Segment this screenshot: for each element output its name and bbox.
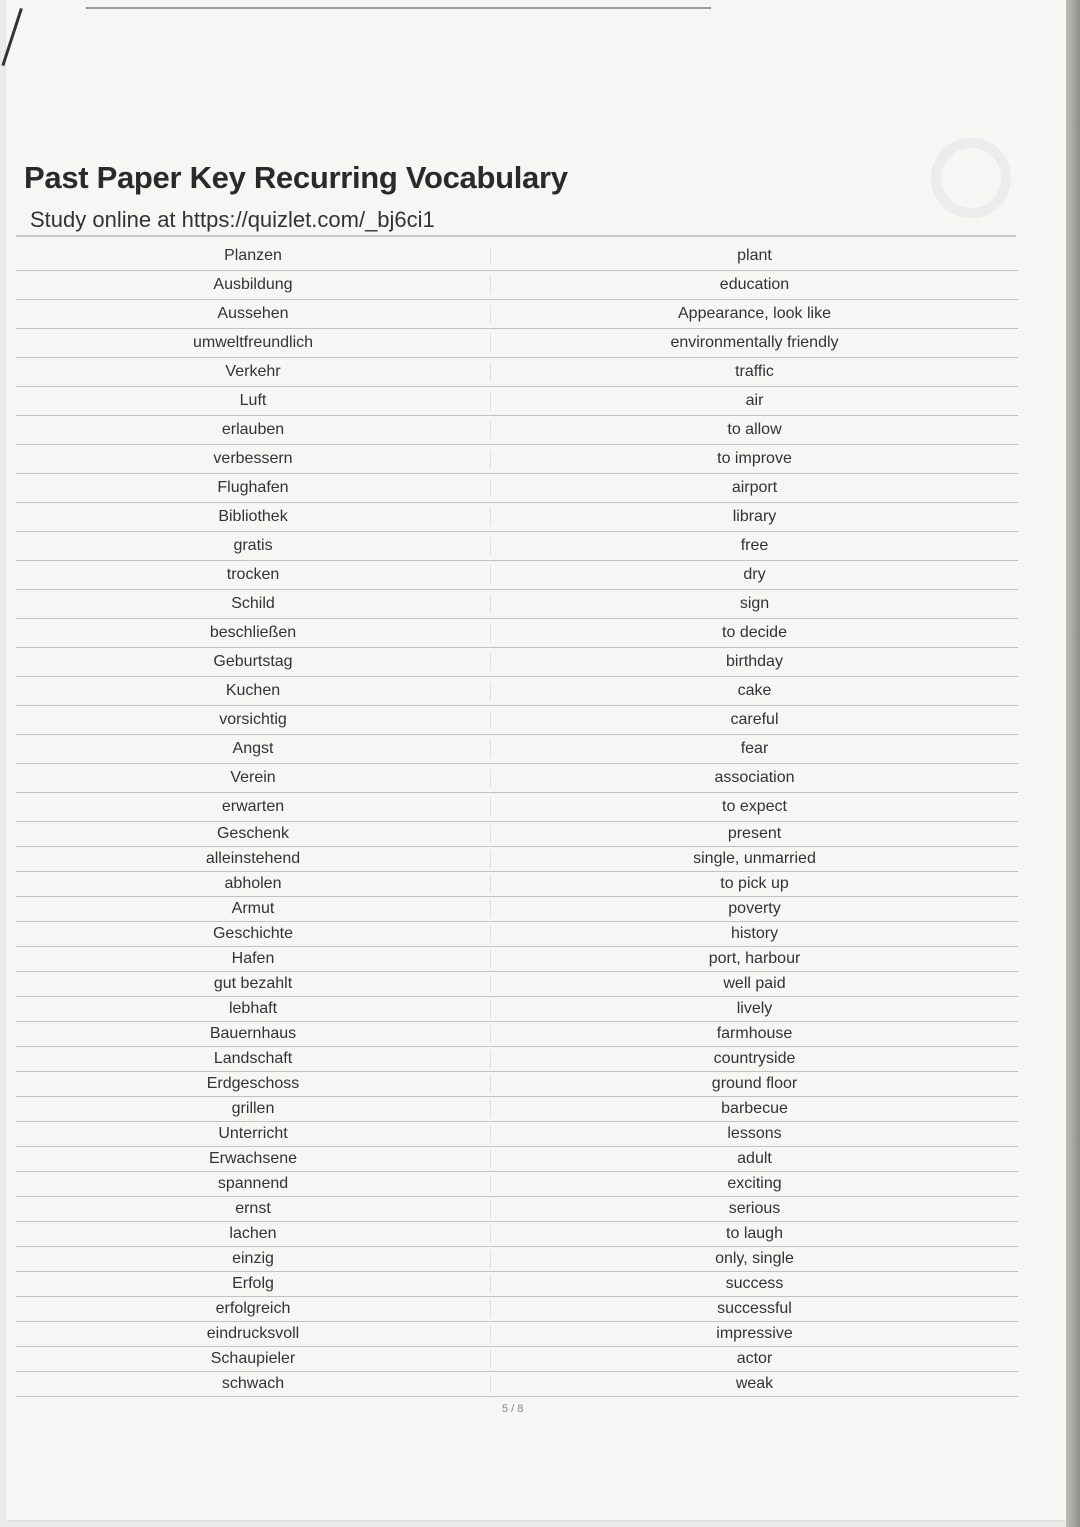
top-rule: [86, 7, 711, 9]
german-term: beschließen: [16, 624, 491, 642]
table-row: [16, 1247, 1018, 1272]
english-translation: fear: [740, 740, 769, 757]
english-translation: to decide: [722, 624, 787, 641]
german-term: Angst: [16, 740, 491, 758]
table-row: [16, 1147, 1018, 1172]
table-row: [16, 1122, 1018, 1147]
table-row: [16, 358, 1018, 387]
german-term: Geschenk: [16, 825, 491, 843]
english-translation: actor: [736, 1350, 773, 1367]
table-row: [16, 1197, 1018, 1222]
english-translation: to pick up: [720, 875, 789, 892]
english-translation: Appearance, look like: [678, 305, 831, 322]
english-translation: lessons: [727, 1125, 782, 1142]
table-row: [16, 847, 1018, 872]
german-term: schwach: [16, 1375, 491, 1393]
english-translation: impressive: [716, 1325, 793, 1342]
english-translation: history: [730, 925, 779, 942]
german-term: umweltfreundlich: [16, 334, 491, 352]
table-row: [16, 300, 1018, 329]
table-row: [16, 590, 1018, 619]
table-row: [16, 677, 1018, 706]
german-term: eindrucksvoll: [16, 1325, 491, 1343]
english-translation: ground floor: [711, 1075, 798, 1092]
german-term: Geschichte: [16, 925, 491, 943]
german-term: Verkehr: [16, 363, 491, 381]
table-row: [16, 1172, 1018, 1197]
german-term: Geburtstag: [16, 653, 491, 671]
table-row: [16, 706, 1018, 735]
table-row: [16, 897, 1018, 922]
german-term: Erdgeschoss: [16, 1075, 491, 1093]
english-translation: library: [732, 508, 777, 525]
english-translation: education: [719, 276, 790, 293]
german-term: Ausbildung: [16, 276, 491, 294]
german-term: Unterricht: [16, 1125, 491, 1143]
table-row: [16, 1372, 1018, 1397]
german-term: lachen: [16, 1225, 491, 1243]
vocabulary-table: [16, 242, 1018, 1397]
english-translation: success: [725, 1275, 784, 1292]
german-term: spannend: [16, 1175, 491, 1193]
table-row: [16, 997, 1018, 1022]
table-row: [16, 271, 1018, 300]
table-row: [16, 1272, 1018, 1297]
table-row: [16, 445, 1018, 474]
english-translation: to laugh: [726, 1225, 783, 1242]
table-row: [16, 619, 1018, 648]
german-term: Bibliothek: [16, 508, 491, 526]
english-translation: traffic: [735, 363, 774, 380]
german-term: Erwachsene: [16, 1150, 491, 1168]
english-translation: lively: [736, 1000, 773, 1017]
german-term: Hafen: [16, 950, 491, 968]
table-row: [16, 561, 1018, 590]
english-translation: farmhouse: [716, 1025, 793, 1042]
table-row: [16, 1222, 1018, 1247]
german-term: erfolgreich: [16, 1300, 491, 1318]
table-row: [16, 242, 1018, 271]
table-row: [16, 764, 1018, 793]
german-term: Flughafen: [16, 479, 491, 497]
english-translation: weak: [735, 1375, 774, 1392]
english-translation: to improve: [717, 450, 792, 467]
german-term: trocken: [16, 566, 491, 584]
german-term: Planzen: [16, 247, 491, 265]
table-row: [16, 1322, 1018, 1347]
table-row: [16, 735, 1018, 764]
english-translation: plant: [737, 247, 772, 264]
table-row: [16, 648, 1018, 677]
table-row: [16, 972, 1018, 997]
english-translation: to allow: [727, 421, 782, 438]
table-row: [16, 532, 1018, 561]
german-term: alleinstehend: [16, 850, 491, 868]
english-translation: successful: [717, 1300, 792, 1317]
english-translation: exciting: [727, 1175, 782, 1192]
page-edge: [1066, 0, 1080, 1527]
german-term: erwarten: [16, 798, 491, 816]
english-translation: countryside: [713, 1050, 796, 1067]
german-term: erlauben: [16, 421, 491, 439]
header-divider: [16, 235, 1016, 237]
english-translation: only, single: [715, 1250, 794, 1267]
german-term: grillen: [16, 1100, 491, 1118]
german-term: Bauernhaus: [16, 1025, 491, 1043]
english-translation: port, harbour: [708, 950, 801, 967]
table-row: [16, 329, 1018, 358]
document-page: [6, 0, 1066, 1520]
english-translation: environmentally friendly: [670, 334, 839, 351]
page-number: 5 / 8: [502, 1403, 524, 1415]
english-translation: airport: [731, 479, 778, 496]
german-term: Kuchen: [16, 682, 491, 700]
table-row: [16, 793, 1018, 822]
german-term: Schild: [16, 595, 491, 613]
english-translation: barbecue: [721, 1100, 788, 1117]
table-row: [16, 1297, 1018, 1322]
english-translation: well paid: [723, 975, 786, 992]
table-row: [16, 416, 1018, 445]
english-translation: air: [745, 392, 764, 409]
german-term: einzig: [16, 1250, 491, 1268]
english-translation: poverty: [728, 900, 781, 917]
german-term: abholen: [16, 875, 491, 893]
table-row: [16, 947, 1018, 972]
table-row: [16, 503, 1018, 532]
german-term: Luft: [16, 392, 491, 410]
english-translation: association: [714, 769, 795, 786]
table-row: [16, 1097, 1018, 1122]
german-term: Verein: [16, 769, 491, 787]
english-translation: to expect: [722, 798, 787, 815]
german-term: Landschaft: [16, 1050, 491, 1068]
german-term: Armut: [16, 900, 491, 918]
english-translation: birthday: [726, 653, 783, 670]
german-term: Aussehen: [16, 305, 491, 323]
page-subtitle: Study online at https://quizlet.com/_bj6ci1: [30, 207, 435, 232]
english-translation: sign: [739, 595, 770, 612]
german-term: Erfolg: [16, 1275, 491, 1293]
german-term: gratis: [16, 537, 491, 555]
faded-logo-icon: [931, 138, 1011, 218]
german-term: vorsichtig: [16, 711, 491, 729]
english-translation: single, unmarried: [693, 850, 816, 867]
table-row: [16, 474, 1018, 503]
page-title: Past Paper Key Recurring Vocabulary: [24, 160, 568, 195]
german-term: Schaupieler: [16, 1350, 491, 1368]
pen-mark: [1, 8, 22, 66]
table-row: [16, 872, 1018, 897]
english-translation: serious: [728, 1200, 781, 1217]
table-row: [16, 1072, 1018, 1097]
table-row: [16, 387, 1018, 416]
english-translation: careful: [730, 711, 779, 728]
table-row: [16, 1022, 1018, 1047]
german-term: lebhaft: [16, 1000, 491, 1018]
german-term: gut bezahlt: [16, 975, 491, 993]
english-translation: dry: [743, 566, 766, 583]
table-row: [16, 822, 1018, 847]
english-translation: cake: [737, 682, 772, 699]
english-translation: free: [740, 537, 769, 554]
english-translation: adult: [737, 1150, 772, 1167]
english-translation: present: [727, 825, 782, 842]
table-row: [16, 1347, 1018, 1372]
table-row: [16, 922, 1018, 947]
german-term: verbessern: [16, 450, 491, 468]
german-term: ernst: [16, 1200, 491, 1218]
table-row: [16, 1047, 1018, 1072]
